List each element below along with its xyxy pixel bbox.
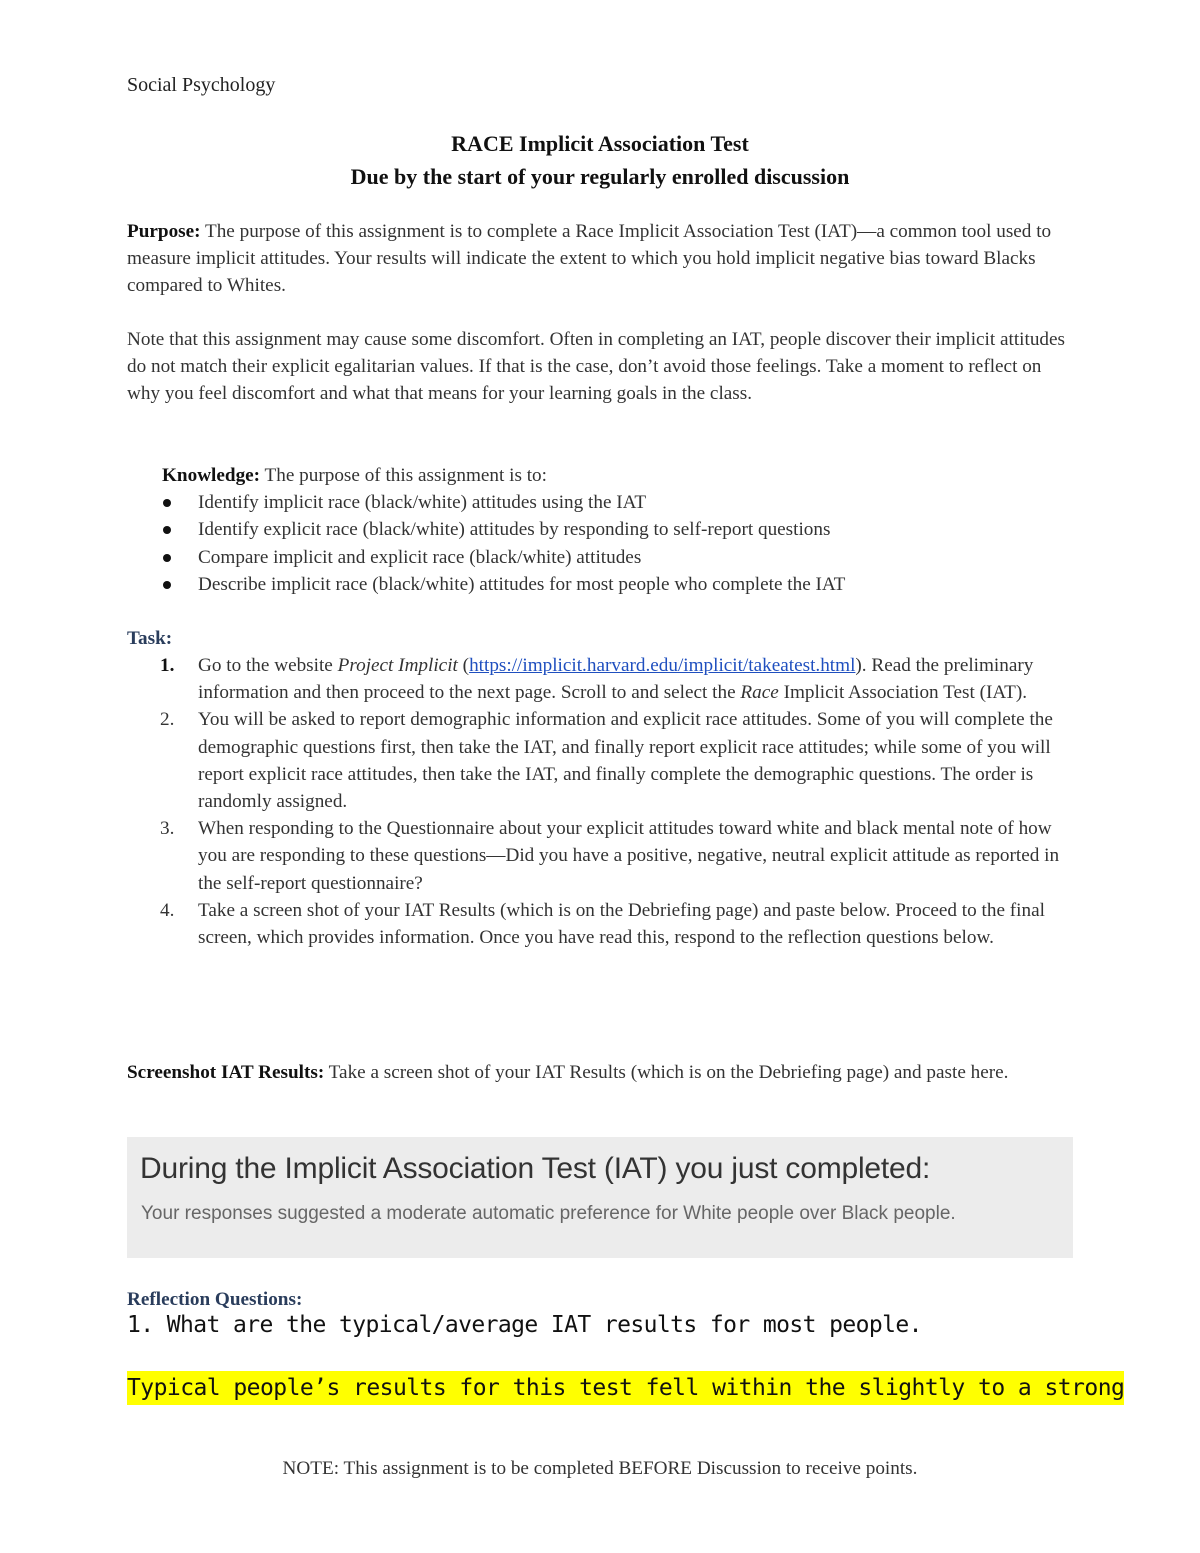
list-item: Identify implicit race (black/white) attitudes using the IAT [160, 489, 1060, 516]
list-item: 1. Go to the website Project Implicit (https://implicit.harvard.edu/implicit/takeatest.html). Read the preliminary information and then proceed to the next page. Scroll to and select the Race Implicit Association Test (IAT). [160, 652, 1075, 706]
task-number: 1. [160, 655, 175, 676]
purpose-paragraph [127, 218, 1077, 299]
footer-note: NOTE: This assignment is to be completed BEFORE Discussion to receive points. [282, 1458, 918, 1479]
knowledge-label: Knowledge: [162, 465, 261, 486]
bullet-icon [163, 554, 171, 562]
task-number: 2. [160, 709, 175, 731]
document-subtitle: Due by the start of your regularly enrolled discussion [350, 164, 850, 189]
screenshot-label: Screenshot IAT Results: [127, 1062, 325, 1083]
answer-1-highlighted: Typical people’s results for this test fell within the slightly to a strong [127, 1371, 1124, 1405]
iat-result-text: Your responses suggested a moderate automatic preference for White people over Black people. [141, 1203, 956, 1224]
purpose-label: Purpose: [127, 221, 201, 242]
list-item: Identify explicit race (black/white) attitudes by responding to self-report questions [160, 516, 1060, 543]
list-item: Describe implicit race (black/white) attitudes for most people who complete the IAT [160, 571, 1060, 598]
note-paragraph: Note that this assignment may cause some discomfort. Often in completing an IAT, people discover their implicit attitudes do not match their explicit egalitarian values. If that is the case, don’t avoid those feelings. Take a moment to reflect on why you feel discomfort and what that means for your learning goals in the class. [127, 329, 1066, 404]
knowledge-heading [162, 462, 1062, 489]
task-label: Task: [127, 628, 173, 649]
knowledge-intro: The purpose of this assignment is to: [260, 465, 547, 486]
list-item: 3. When responding to the Questionnaire about your explicit attitudes toward white and black mental note of how you are responding to these questions—Did you have a positive, negative, neutral explicit attitude as reported in the self-report questionnaire? [160, 815, 1075, 897]
reflection-question-1: 1. What are the typical/average IAT results for most people. [127, 1312, 922, 1338]
site-name: Project Implicit [337, 655, 458, 676]
list-item: Compare implicit and explicit race (black/white) attitudes [160, 544, 1060, 571]
reflection-label: Reflection Questions: [127, 1289, 303, 1310]
bullet-icon [163, 581, 171, 589]
purpose-text: The purpose of this assignment is to complete a Race Implicit Association Test (IAT)—a common tool used to measure implicit attitudes. Your results will indicate the extent to which you hold implicit negative bias toward Blacks compared to Whites. [127, 221, 1052, 296]
task-number: 4. [160, 899, 175, 921]
screenshot-text: Take a screen shot of your IAT Results (which is on the Debriefing page) and paste here. [324, 1062, 1009, 1083]
list-item: 2. You will be asked to report demographic information and explicit race attitudes. Some of you will complete the demographic questions first, then take the IAT, and finally report explicit race attitudes; while some of you will report explicit race attitudes, then take the IAT, and finally complete the demographic questions. The order is randomly assigned. [160, 706, 1075, 815]
project-implicit-link[interactable]: https://implicit.harvard.edu/implicit/takeatest.html [469, 655, 856, 676]
iat-result-heading: During the Implicit Association Test (IAT) you just completed: [140, 1152, 931, 1185]
task-list [160, 652, 1075, 951]
task-number: 3. [160, 818, 175, 840]
course-name: Social Psychology [127, 74, 276, 96]
bullet-icon [163, 499, 171, 507]
bullet-icon [163, 526, 171, 534]
list-item: 4. Take a screen shot of your IAT Results (which is on the Debriefing page) and paste below. Proceed to the final screen, which provides information. Once you have read this, respond to the reflection questions below. [160, 897, 1075, 951]
knowledge-list [160, 489, 1060, 598]
document-title: RACE Implicit Association Test [451, 131, 749, 156]
screenshot-paragraph [127, 1059, 1077, 1086]
